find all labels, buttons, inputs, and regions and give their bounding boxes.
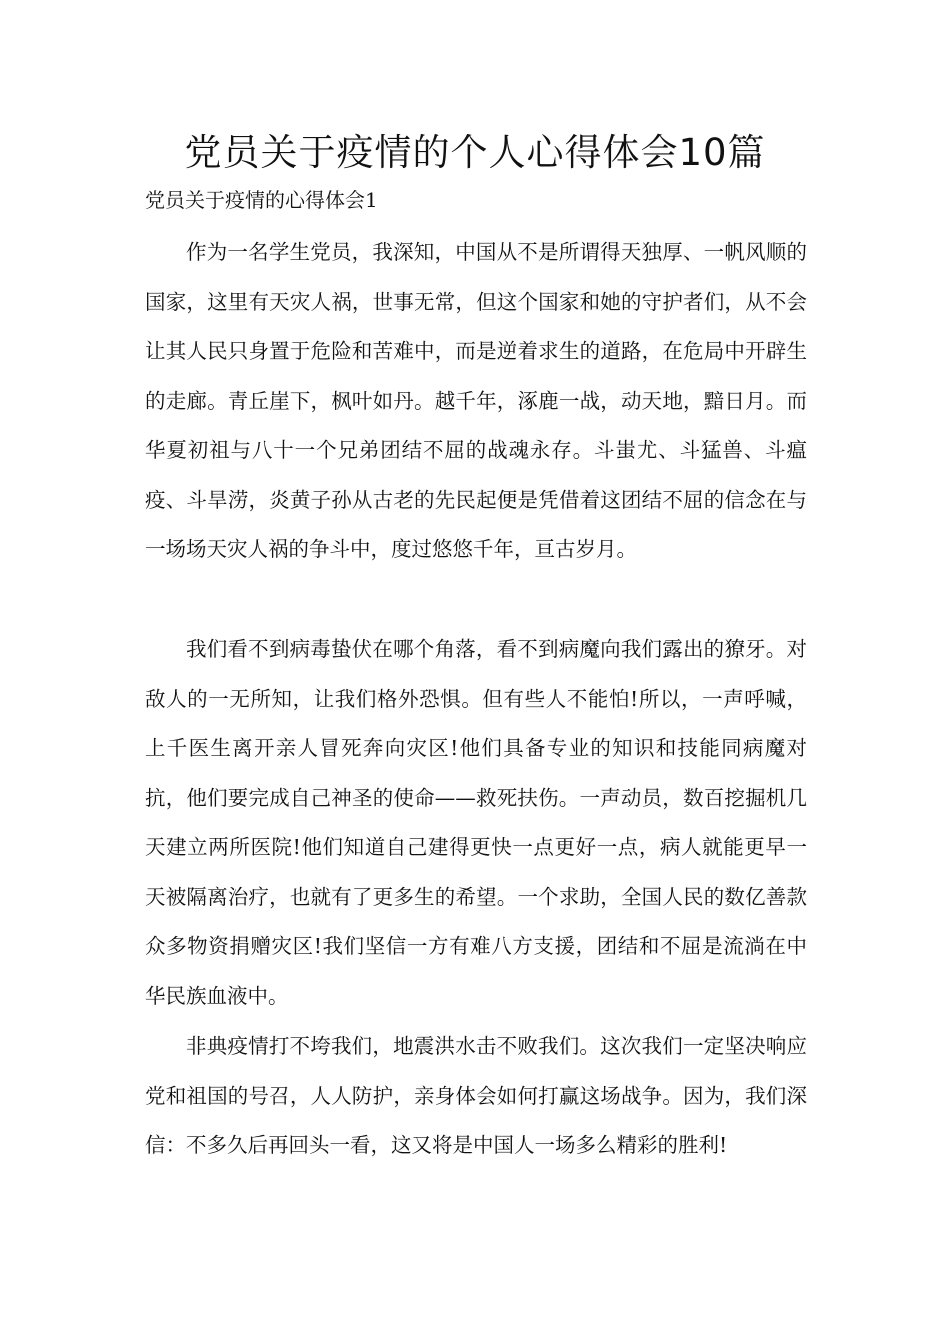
paragraph-1: 作为一名学生党员，我深知，中国从不是所谓得天独厚、一帆风顺的国家，这里有天灾人祸，世事无常，但这个国家和她的守护者们，从不会让其人民只身置于危险和苦难中，而是逆着求生的道路，在危局中开辟生的走廊。青丘崖下，枫叶如丹。越千年，涿鹿一战，动天地，黯日月。而华夏初祖与八十一个兄弟团结不屈的战魂永存。斗蚩尤、斗猛兽、斗瘟疫、斗旱涝，炎黄子孙从古老的先民起便是凭借着这团结不屈的信念在与一场场天灾人祸的争斗中，度过悠悠千年，亘古岁月。	[145, 240, 807, 561]
document-title: 党员关于疫情的个人心得体会10篇	[184, 131, 766, 174]
paragraph-2: 我们看不到病毒蛰伏在哪个角落，看不到病魔向我们露出的獠牙。对敌人的一无所知，让我们格外恐惧。但有些人不能怕!所以，一声呼喊，上千医生离开亲人冒死奔向灾区!他们具备专业的知识和技能同病魔对抗，他们要完成自己神圣的使命——救死扶伤。一声动员，数百挖掘机几天建立两所医院!他们知道自己建得更快一点更好一点，病人就能更早一天被隔离治疗，也就有了更多生的希望。一个求助，全国人民的数亿善款众多物资捐赠灾区!我们坚信一方有难八方支援，团结和不屈是流淌在中华民族血液中。	[145, 637, 807, 1008]
section-heading: 党员关于疫情的心得体会1	[145, 188, 378, 212]
paragraph-3: 非典疫情打不垮我们，地震洪水击不败我们。这次我们一定坚决响应党和祖国的号召，人人防护，亲身体会如何打赢这场战争。因为，我们深信：不多久后再回头一看，这又将是中国人一场多么精彩的胜利!	[145, 1034, 807, 1157]
